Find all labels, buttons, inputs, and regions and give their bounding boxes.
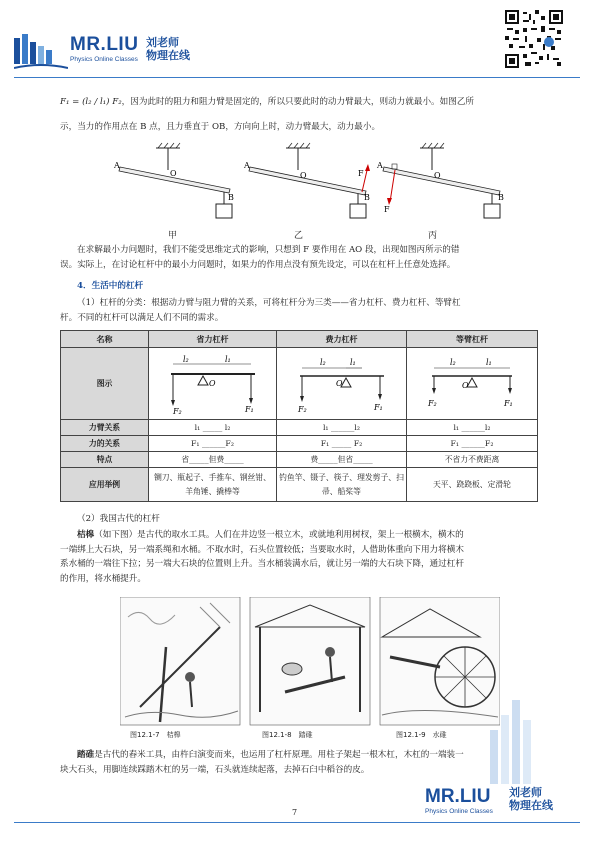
- cell-force-3: F₁ ______F₂: [407, 436, 538, 452]
- label-f-3: F: [384, 205, 390, 214]
- diag3-o: O: [462, 380, 469, 390]
- logo-text: MR.LIU: [70, 34, 139, 55]
- row-label-arm: 力臂关系: [61, 420, 149, 436]
- header-logo: [14, 32, 68, 72]
- watermark-chinese: [509, 786, 553, 812]
- diag1-o: O: [208, 378, 216, 388]
- diagram-force-saving: [149, 348, 277, 420]
- cell-arm-3: l₁ ______l₂: [407, 420, 538, 436]
- cell-arm-2: l₁ ______l₂: [277, 420, 407, 436]
- p1-line2: 一端绑上大石块，另一端系绳和水桶。不取水时，石头位置较低；当要取水时，人借助体重向下用力将横木: [60, 544, 464, 555]
- table-row-feature: [61, 452, 538, 468]
- fig-label-bing: 丙: [428, 231, 438, 241]
- para2-line1: 在求解最小力问题时，我们不能受思维定式的影响，只想到 F 要作用在 AO 段，出现如图丙所示的错: [77, 245, 460, 255]
- watermark-text: MR.LIU: [425, 786, 491, 807]
- label-a-3: A: [377, 161, 383, 170]
- cell-arm-1: l₁ _____ l₂: [149, 420, 277, 436]
- p2-line2: 块大石头，用脚连续踩踏木杠的另一端，石头就连续起落，去掉石臼中稻谷的皮。: [60, 764, 370, 775]
- th-name: 名称: [61, 331, 149, 348]
- diag2-l1: l₁: [349, 357, 356, 367]
- table-header-row: [61, 331, 538, 348]
- p1-line3: 系水桶的一端往下拉；另一端大石块的位置则上升。当水桶装满水后，就让另一端的大石块下降，通过杠杆: [60, 559, 464, 569]
- jiegao-picture: [120, 597, 240, 725]
- term-tadui: 踏碓: [77, 750, 95, 760]
- ancient-para1: [60, 528, 536, 586]
- th-equal-arm: 等臂杠杆: [407, 331, 538, 348]
- intro-paragraph: [60, 95, 536, 110]
- diag1-f1: F₁: [244, 404, 254, 414]
- caption-3: 图12.1-9 水碓: [396, 731, 447, 739]
- diag2-f2: F₂: [297, 404, 307, 414]
- label-o-2: O: [300, 171, 307, 180]
- table-row-use: [61, 468, 538, 502]
- lever-yi: [249, 143, 370, 218]
- qr-code-icon: [505, 10, 563, 68]
- diag1-l1: l₁: [224, 354, 231, 364]
- p1-line4: 的作用，将水桶提升。: [60, 573, 146, 584]
- diag1-l2: l₂: [182, 354, 189, 364]
- diag3-f1: F₁: [504, 398, 513, 408]
- label-b-2: B: [364, 193, 370, 202]
- label-b-3: B: [498, 193, 504, 202]
- lever-jia: [119, 143, 232, 218]
- intro-text-2: 示，当力的作用点在 B 点，且力垂直于 OB，方向向上时，动力臂最大，动力最小。: [60, 122, 381, 132]
- label-a-2: A: [244, 161, 250, 170]
- para2-line2: 误。实际上，在讨论杠杆中的最小力问题时，如果力的作用点没有预先设定，可以在杠杆上任意处选择。: [60, 259, 456, 270]
- diag3-f2: F₂: [428, 398, 437, 408]
- th-force-saving: 省力杠杆: [149, 331, 277, 348]
- ancient-subtitle: （2）我国古代的杠杆: [77, 514, 160, 524]
- row-label-use: 应用举例: [61, 468, 149, 502]
- diag2-o: O: [335, 378, 343, 388]
- ancient-illustrations: [120, 597, 500, 737]
- watermark-logo-icon: [490, 700, 540, 788]
- row-label-force: 力的关系: [61, 436, 149, 452]
- cell-use-2: 钓鱼竿、镊子、筷子、理发剪子、扫帚、船桨等: [277, 468, 407, 502]
- para3: [60, 296, 536, 325]
- table-row-arm: [61, 420, 538, 436]
- watermark-subtitle: Physics Online Classes: [425, 808, 493, 815]
- para3-line2: 杆。不同的杠杆可以满足人们不同的需求。: [60, 312, 224, 323]
- diag3-l2: l₂: [450, 357, 456, 367]
- table-row-force: [61, 436, 538, 452]
- diag2-f1: F₁: [373, 402, 383, 412]
- fig-label-yi: 乙: [294, 231, 304, 241]
- cell-use-3: 天平、跷跷板、定滑轮: [407, 468, 538, 502]
- diag2-l2: l₂: [319, 357, 326, 367]
- row-label-diagram: 图示: [61, 348, 149, 420]
- p2-line1: 是古代的舂米工具，由杵臼演变而来，也运用了杠杆原理。用柱子架起一根木杠，木杠的一端装一: [94, 750, 464, 760]
- diag1-f2: F₂: [172, 406, 182, 414]
- header-rule: [14, 77, 580, 78]
- page-number: 7: [292, 808, 298, 817]
- label-f-2: F: [358, 169, 364, 178]
- logo-cn-line1: 刘老师: [146, 36, 179, 49]
- para3-line1: （1）杠杆的分类：根据动力臂与阻力臂的关系，可将杠杆分为三类——省力杠杆、费力杠杆、等臂杠: [77, 298, 461, 308]
- row-label-feature: 特点: [61, 452, 149, 468]
- diag3-l1: l₁: [486, 357, 492, 367]
- woodcut-pictures: [120, 597, 500, 737]
- label-o-3: O: [434, 171, 441, 180]
- p1-line1: （如下图）是古代的取水工具。人们在井边竖一根立木，或就地利用树杈，架上一根横木，横木的: [94, 530, 464, 540]
- para2: [60, 243, 536, 272]
- cell-force-2: F₁ _____ F₂: [277, 436, 407, 452]
- footer-rule: [14, 822, 580, 823]
- cell-use-1: 铡刀、瓶起子、手推车、钢丝钳、羊角锤、撬棒等: [149, 468, 277, 502]
- tadui-picture: [250, 597, 370, 725]
- logo-cn-line2: 物理在线: [146, 49, 190, 62]
- ancient-para2: [60, 748, 536, 777]
- logo-icon: [14, 32, 68, 72]
- th-distance-saving: 费力杠杆: [277, 331, 407, 348]
- lever-table: [60, 330, 538, 502]
- caption-1: 图12.1-7 桔槔: [130, 731, 181, 739]
- label-o-1: O: [170, 169, 177, 178]
- cell-force-1: F₁ ______F₂: [149, 436, 277, 452]
- fig-label-jia: 甲: [168, 231, 178, 241]
- cell-feature-2: 费_____但省_____: [277, 452, 407, 468]
- wm-cn-line2: 物理在线: [509, 799, 553, 812]
- lever-bing: [383, 143, 500, 218]
- label-a-1: A: [114, 161, 120, 170]
- logo-chinese: [146, 36, 190, 62]
- intro-text-1: ，因为此时的阻力和阻力臂是固定的，所以只要此时的动力臂最大，则动力就最小。如图乙所: [121, 97, 475, 107]
- shuidui-picture: [380, 597, 500, 725]
- diagram-equal-arm: [407, 348, 538, 420]
- table-row-diagram: [61, 348, 538, 420]
- wm-cn-line1: 刘老师: [509, 786, 542, 799]
- label-b-1: B: [228, 193, 234, 202]
- section4-title: 4．生活中的杠杆: [77, 281, 144, 291]
- formula: F₁ = (l₂ / l₁) F₂: [60, 97, 122, 107]
- term-jiegao: 桔槔: [77, 530, 95, 540]
- logo-subtitle: Physics Online Classes: [70, 56, 138, 63]
- diagram-distance-saving: [277, 348, 407, 420]
- cell-feature-1: 省_____但费_____: [149, 452, 277, 468]
- caption-2: 图12.1-8 踏碓: [262, 731, 313, 739]
- cell-feature-3: 不省力不费距离: [407, 452, 538, 468]
